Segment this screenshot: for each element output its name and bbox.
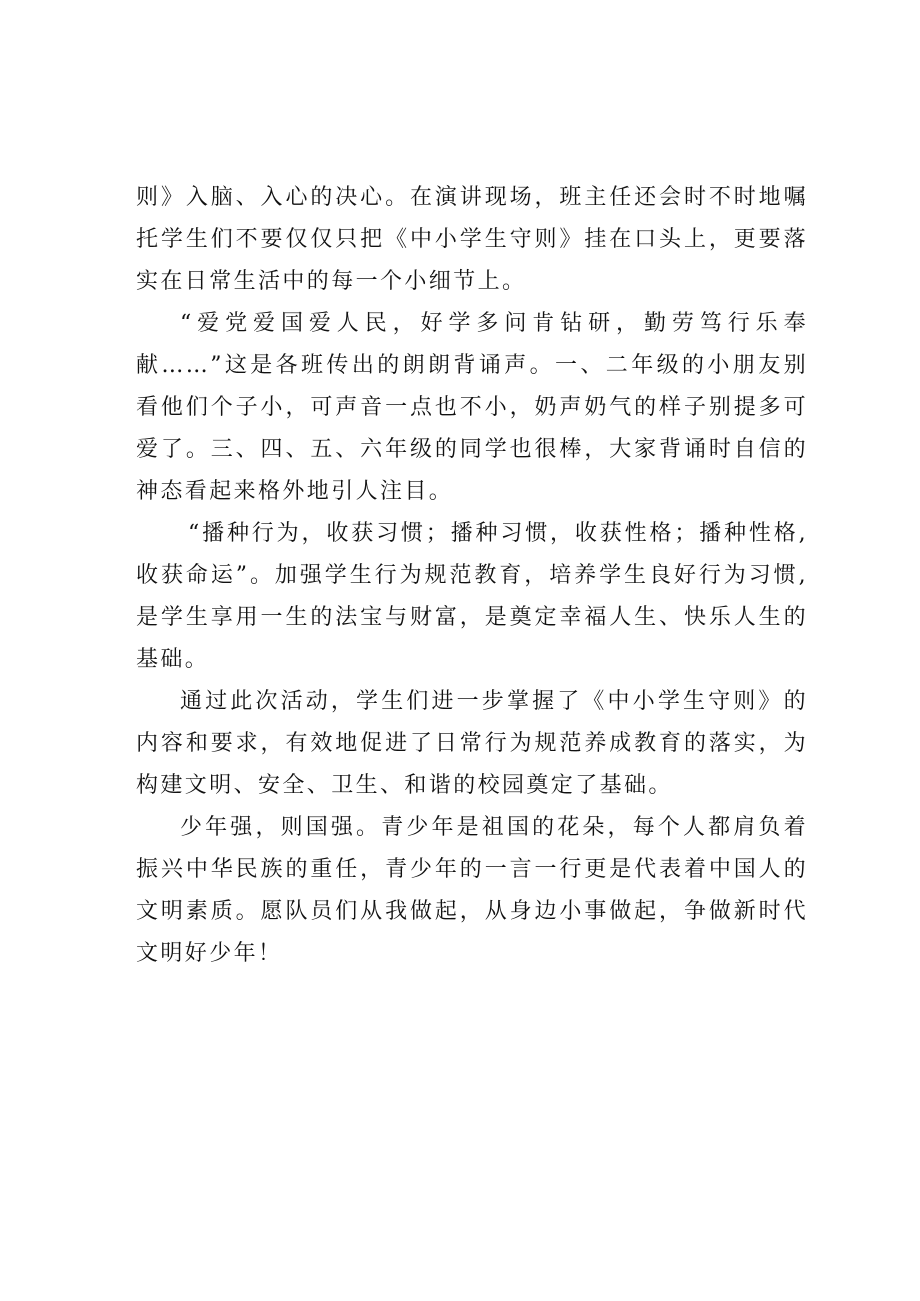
paragraph-continuation: 则》入脑、入心的决心。在演讲现场，班主任还会时不时地嘱托学生们不要仅仅只把《中小学生守则》挂在口头上，更要落实在日常生活中的每一个小细节上。 bbox=[136, 185, 808, 294]
paragraph-recitation: “爱党爱国爱人民，好学多问肯钻研，勤劳笃行乐奉献……”这是各班传出的朗朗背诵声。一、二年级的小朋友别看他们个子小，可声音一点也不小，奶声奶气的样子别提多可爱了。三、四、五、六年级的同学也很棒，大家背诵时自信的神态看起来格外地引人注目。 bbox=[136, 311, 808, 504]
document-body bbox=[136, 177, 808, 975]
paragraph-activity-outcome: 通过此次活动，学生们进一步掌握了《中小学生守则》的内容和要求，有效地促进了日常行为规范养成教育的落实，为构建文明、安全、卫生、和谐的校园奠定了基础。 bbox=[136, 689, 808, 798]
paragraph-conclusion: 少年强，则国强。青少年是祖国的花朵，每个人都肩负着振兴中华民族的重任，青少年的一言一行更是代表着中国人的文明素质。愿队员们从我做起，从身边小事做起，争做新时代文明好少年！ bbox=[136, 815, 808, 966]
paragraph-habits-quote: “播种行为，收获习惯；播种习惯，收获性格；播种性格,收获命运”。加强学生行为规范教育，培养学生良好行为习惯,是学生享用一生的法宝与财富，是奠定幸福人生、快乐人生的基础。 bbox=[136, 521, 808, 672]
